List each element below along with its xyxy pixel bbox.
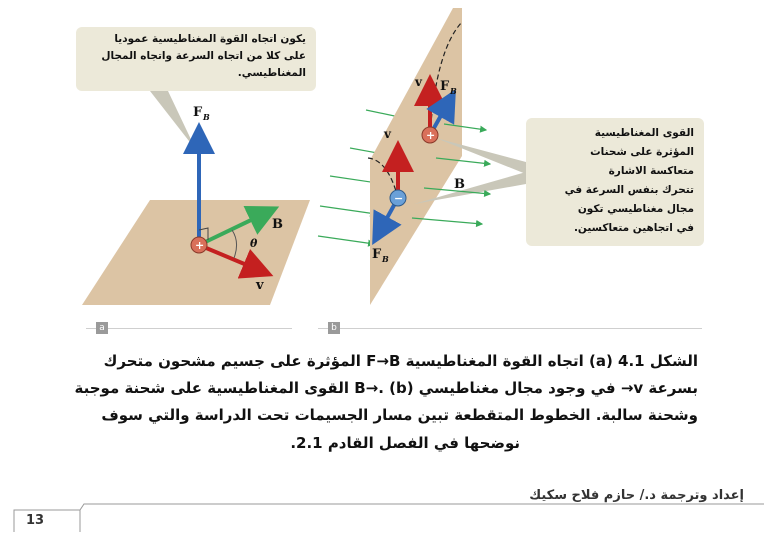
field-line	[318, 236, 374, 244]
angle-label: θ	[250, 237, 258, 250]
panel-b-rule	[318, 328, 702, 329]
footer-rule	[0, 500, 764, 533]
charge-positive-sign: +	[426, 129, 436, 142]
field-label-a: B	[272, 217, 283, 232]
callout-b-line: متعاكسة الاشارة	[608, 165, 694, 177]
velocity-label-negative: v	[384, 127, 391, 141]
caption-line-3: وشحنة سالبة. الخطوط المتقطعة تبين مسار الجسيمات تحت الدراسة والتي سوف	[101, 406, 698, 424]
force-label-negative: F	[372, 247, 382, 262]
panel-a-rule	[86, 328, 292, 329]
velocity-label-positive: v	[415, 75, 422, 89]
callout-a-pointer	[150, 91, 196, 150]
charge-negative-sign: −	[394, 192, 404, 205]
field-line	[412, 218, 482, 224]
panel-b-tag: b	[328, 322, 340, 334]
caption-line-4: نوضحها في الفصل القادم 2.1.	[290, 434, 520, 452]
callout-b	[526, 118, 704, 246]
field-label-b: B	[454, 177, 465, 192]
velocity-label-a: v	[256, 278, 264, 293]
force-label-a-sub: B	[203, 112, 210, 122]
callout-b-line: في اتجاهين متعاكسين.	[573, 222, 694, 234]
page-number: 13	[26, 513, 45, 528]
field-line	[320, 206, 376, 214]
callout-a	[76, 27, 316, 91]
callout-b-line: تتحرك بنفس السرعة في	[564, 184, 694, 196]
footer-credit: إعداد وترجمة د./ حازم فلاح سكيك	[529, 488, 744, 503]
force-label-positive: F	[440, 79, 450, 94]
caption-line-2: بسرعة v→ في وجود مجال مغناطيسي B→. (b) القوى المغناطيسية على شحنة موجبة	[74, 379, 698, 397]
force-label-positive-sub: B	[450, 86, 457, 96]
callout-a-line: على كلا من اتجاه السرعة واتجاه المجال	[101, 50, 306, 62]
caption-line-1: الشكل 4.1 (a) اتجاه القوة المغناطيسية F→B المؤثرة على جسيم مشحون متحرك	[103, 352, 698, 370]
charge-a-sign: +	[195, 239, 205, 252]
callout-b-line: القوى المغناطيسية	[594, 127, 694, 139]
callout-b-line: مجال مغناطيسي تكون	[577, 203, 694, 215]
force-label-a: F	[193, 105, 203, 120]
callout-a-line: المغناطيسي.	[237, 67, 306, 79]
panel-a-tag: a	[96, 322, 108, 334]
force-label-negative-sub: B	[382, 254, 389, 264]
callout-b-line: المؤثرة على شحنات	[590, 146, 694, 158]
callout-a-line: يكون اتجاه القوة المغناطيسية عموديا	[114, 33, 306, 45]
